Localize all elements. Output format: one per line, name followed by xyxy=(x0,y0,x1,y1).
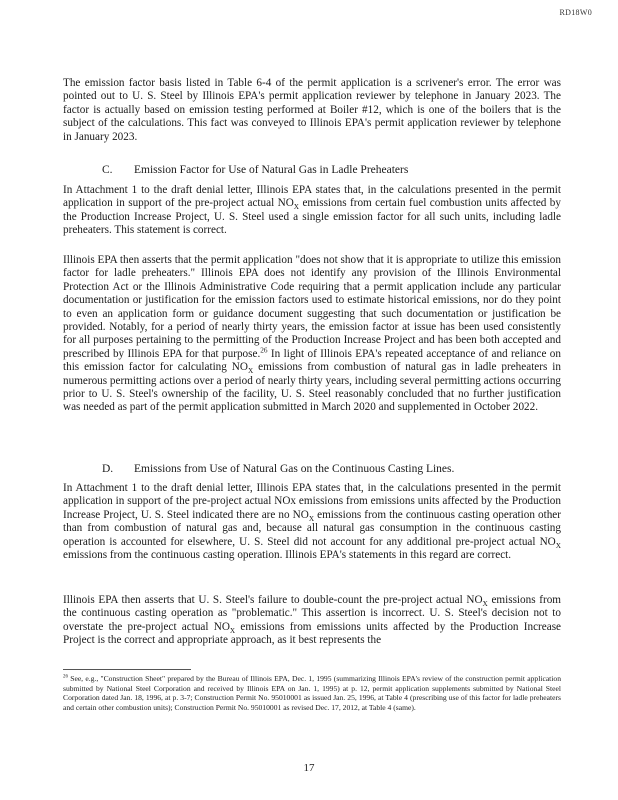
section-c-letter: C. xyxy=(102,164,113,176)
document-id: RD18W0 xyxy=(559,8,592,17)
subscript: X xyxy=(482,600,488,609)
paragraph-ladle-justification xyxy=(63,254,561,415)
paragraph-ladle-single-factor xyxy=(63,184,561,238)
text-run: Illinois EPA then asserts that U. S. Steel's failure to double-count the pre-project actual NO xyxy=(63,594,483,606)
section-heading-c xyxy=(102,163,562,177)
section-d-title: Emissions from Use of Natural Gas on the Continuous Casting Lines. xyxy=(134,463,455,475)
section-d-letter: D. xyxy=(102,463,114,475)
subscript: X xyxy=(555,541,561,550)
section-c-title: Emission Factor for Use of Natural Gas in Ladle Preheaters xyxy=(134,164,409,176)
subscript: X xyxy=(308,515,315,524)
footnote-number: 26 xyxy=(63,674,68,680)
text-run: emissions from the continuous casting operation other than from combustion of natural gas and, because all natural gas consumption in the continuous casting operation is accounted for elsewhere, U. S. Steel did not account for any additional pre-project actual NO xyxy=(63,508,561,548)
text-run: Illinois EPA then asserts that the permit application "does not show that it is appropriate to utilize this emission factor for ladle preheaters." Illinois EPA does not identify any provision of the Illinois Environmental Protection Act or the Illinois Administrative Code requiring that a permit application include any particular documentation or justification for the emission factors used to estimate historical emissions, nor do they point to even an application form or guidance document suggesting that such documentation or justification be provided. Notably, for a period of nearly thirty years, the emission factor at issue has been used consistently for all purposes pertaining to the permitting of the Production Increase Project and has been both accepted and prescribed by Illinois EPA for that purpose. xyxy=(63,254,561,360)
text-run: emissions from certain fuel combustion units affected by the Production Increase Project, U. S. Steel used a single emission factor for all such units, including ladle preheaters. This statement is correct. xyxy=(63,197,561,237)
paragraph-emission-factor-basis: The emission factor basis listed in Table 6-4 of the permit application is a scrivener's error. The error was pointed out to U. S. Steel by Illinois EPA's permit application reviewer by telephone in January 2023. The factor is actually based on emission testing performed at Boiler #12, which is one of the boilers that is the subject of the calculations. This fact was conveyed to Illinois EPA's permit application reviewer by telephone in January 2023. xyxy=(63,77,561,143)
text-run: emissions from the continuous casting operation as "problematic." This assertion is incorrect. U. S. Steel's decision not to overstate the pre-project actual NO xyxy=(63,594,561,633)
section-heading-d xyxy=(102,462,562,476)
text-run: emissions from emissions units affected by the Production Increase Project is the correct and appropriate approach, as it best represents the xyxy=(63,620,562,647)
subscript: X xyxy=(247,367,254,376)
footnote-divider xyxy=(63,669,191,670)
paragraph-double-count xyxy=(63,594,561,648)
page-number: 17 xyxy=(303,762,315,774)
subscript: X xyxy=(229,627,236,636)
footnote-26 xyxy=(63,674,561,712)
footnote-reference: 26 xyxy=(260,346,268,355)
text-run: emissions from combustion of natural gas in ladle preheaters in numerous permitting actions over a period of nearly thirty years, including several permitting actions occurring prior to U. S. Steel's ownership of the facility, U. S. Steel reasonably concluded that no further justification was needed as part of the permit application submitted in March 2020 and supplemented in October 2022. xyxy=(63,361,562,414)
paragraph-casting-calculations xyxy=(63,482,561,562)
text-run: In Attachment 1 to the draft denial letter, Illinois EPA states that, in the calculations presented in the permit application in support of the pre-project actual NO xyxy=(63,184,561,210)
subscript: X xyxy=(293,203,300,212)
text-run: In Attachment 1 to the draft denial letter, Illinois EPA states that, in the calculations presented in the permit application in support of the pre-project actual NOx emissions from emissions units affected by the Production Increase Project, U. S. Steel indicated there are no NO xyxy=(63,482,561,521)
text-run: In light of Illinois EPA's repeated acceptance of and reliance on this emission factor for calculating NO xyxy=(63,347,561,374)
footnote-text: See, e.g., "Construction Sheet" prepared by the Bureau of Illinois EPA, Dec. 1, 1995 (summarizing Illinois EPA's review of the construction permit application submitted by National Steel Corporation and received by Illinois EPA on Jan. 1, 1995) at p. 12, permit application supplements submitted by National Steel Corporation dated Jan. 18, 1996, at p. 3-7; Construction Permit No. 95010001 as issued Jan. 25, 1996, at Table 4 (prescribing use of this factor for ladle preheaters and certain other combustion units); Construction Permit No. 95010001 as revised Dec. 17, 2012, at Table 4 (same). xyxy=(63,674,562,712)
text-run: emissions from the continuous casting operation. Illinois EPA's statements in this regard are correct. xyxy=(63,549,512,562)
